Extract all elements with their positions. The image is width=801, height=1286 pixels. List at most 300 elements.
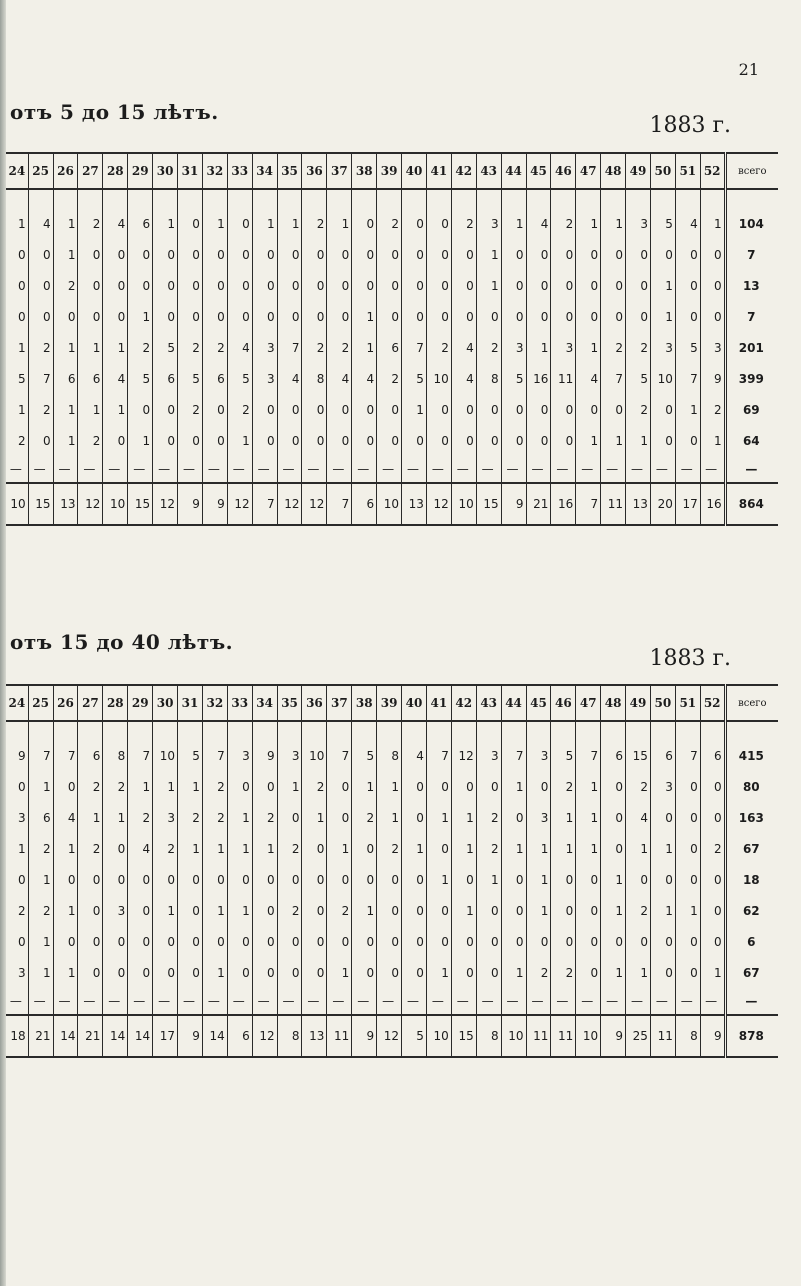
- table-cell: 0: [153, 301, 178, 332]
- column-header: 28: [103, 685, 128, 721]
- table-cell: 1: [626, 833, 651, 864]
- table-cell: 0: [650, 425, 675, 456]
- column-total-cell: 9: [178, 1015, 203, 1057]
- spacer-cell: [53, 189, 78, 208]
- column-header: 43: [476, 685, 501, 721]
- column-total-cell: 10: [6, 483, 28, 525]
- table-cell: 0: [426, 394, 451, 425]
- column-total-cell: 21: [78, 1015, 103, 1057]
- column-total-cell: 9: [700, 1015, 725, 1057]
- column-total-cell: 11: [650, 1015, 675, 1057]
- table-cell: 0: [103, 239, 128, 270]
- column-total-cell: 12: [227, 483, 252, 525]
- table-cell: 0: [526, 301, 551, 332]
- table-cell: 1: [302, 802, 327, 833]
- column-header: 32: [202, 685, 227, 721]
- table-cell: 1: [28, 771, 53, 802]
- column-total-cell: 18: [6, 1015, 28, 1057]
- dash-cell: —: [78, 456, 103, 483]
- table-cell: 3: [277, 740, 302, 771]
- spacer-cell: [327, 189, 352, 208]
- table-cell: 4: [526, 208, 551, 239]
- table-cell: 2: [78, 833, 103, 864]
- table-cell: 1: [501, 833, 526, 864]
- table-cell: 1: [202, 833, 227, 864]
- table-cell: 0: [252, 301, 277, 332]
- table-cell: 0: [426, 239, 451, 270]
- table-cell: 1: [601, 864, 626, 895]
- spacer-cell: [426, 189, 451, 208]
- table-cell: 0: [28, 270, 53, 301]
- table-cell: 0: [302, 239, 327, 270]
- table-cell: 0: [227, 270, 252, 301]
- dash-cell: —: [252, 456, 277, 483]
- table-cell: 0: [426, 771, 451, 802]
- table-cell: 0: [252, 425, 277, 456]
- table-cell: 1: [153, 771, 178, 802]
- table-cell: 0: [377, 895, 402, 926]
- grand-total-cell: 878: [725, 1015, 778, 1057]
- table-cell: 0: [601, 239, 626, 270]
- spacer-cell: [28, 189, 53, 208]
- table-cell: 1: [526, 864, 551, 895]
- table-cell: 1: [53, 833, 78, 864]
- table-cell: 1: [327, 957, 352, 988]
- dash-cell: —: [576, 988, 601, 1015]
- table-cell: 0: [128, 926, 153, 957]
- table-cell: 1: [601, 425, 626, 456]
- dash-cell: —: [327, 988, 352, 1015]
- dash-cell: —: [675, 456, 700, 483]
- table-cell: 0: [78, 895, 103, 926]
- column-total-cell: 9: [501, 483, 526, 525]
- spacer-cell: [128, 721, 153, 740]
- table-cell: 1: [202, 208, 227, 239]
- table-cell: 0: [501, 802, 526, 833]
- column-header: 49: [626, 685, 651, 721]
- spacer-cell: [501, 721, 526, 740]
- dash-cell: —: [601, 988, 626, 1015]
- spacer-cell: [103, 721, 128, 740]
- table-cell: 0: [227, 771, 252, 802]
- column-total-cell: 16: [700, 483, 725, 525]
- table-cell: 0: [576, 926, 601, 957]
- table-cell: 1: [128, 425, 153, 456]
- table-cell: 0: [551, 301, 576, 332]
- table-cell: 7: [327, 740, 352, 771]
- table-cell: 3: [227, 740, 252, 771]
- column-total-cell: 12: [377, 1015, 402, 1057]
- dash-cell: —: [501, 456, 526, 483]
- table-cell: 3: [650, 771, 675, 802]
- table-cell: 2: [153, 833, 178, 864]
- table-cell: 2: [626, 771, 651, 802]
- table-cell: 0: [675, 957, 700, 988]
- spacer-cell: [402, 189, 427, 208]
- table-cell: 7: [601, 363, 626, 394]
- table-cell: 0: [18, 872, 26, 887]
- table-cell: 0: [302, 833, 327, 864]
- column-header: 41: [426, 153, 451, 189]
- table-cell: 1: [377, 771, 402, 802]
- column-header: 37: [327, 153, 352, 189]
- table-cell: 0: [153, 239, 178, 270]
- table-cell: 0: [377, 301, 402, 332]
- column-header: 26: [53, 685, 78, 721]
- table-cell: 0: [551, 926, 576, 957]
- table-cell: 0: [202, 270, 227, 301]
- column-total-cell: 21: [28, 1015, 53, 1057]
- table-cell: 1: [352, 332, 377, 363]
- table-cell: 0: [675, 771, 700, 802]
- column-header: 43: [476, 153, 501, 189]
- table-cell: 1: [576, 771, 601, 802]
- table-cell: 1: [28, 864, 53, 895]
- column-total-cell: 11: [551, 1015, 576, 1057]
- column-total-cell: 7: [327, 483, 352, 525]
- spacer-cell: [6, 189, 28, 208]
- column-header: 32: [202, 153, 227, 189]
- table-cell: 0: [202, 425, 227, 456]
- row-total-cell: 13: [725, 270, 778, 301]
- table-cell: 0: [18, 278, 26, 293]
- table-cell: 2: [352, 802, 377, 833]
- table-cell: 0: [551, 864, 576, 895]
- dash-cell: —: [426, 456, 451, 483]
- spacer-cell: [650, 189, 675, 208]
- table-cell: 9: [18, 748, 26, 763]
- table-cell: 0: [352, 394, 377, 425]
- table-cell: 0: [277, 394, 302, 425]
- spacer-cell: [576, 189, 601, 208]
- table-cell: 2: [78, 425, 103, 456]
- table-cell: 0: [178, 301, 203, 332]
- row-total-cell: 399: [725, 363, 778, 394]
- table-cell: 1: [576, 802, 601, 833]
- table-cell: 1: [426, 957, 451, 988]
- dash-cell: —: [526, 988, 551, 1015]
- table-cell: 0: [451, 301, 476, 332]
- dash-cell: —: [551, 456, 576, 483]
- table-cell: 2: [626, 332, 651, 363]
- table-cell: 0: [277, 270, 302, 301]
- table-cell: 2: [302, 208, 327, 239]
- column-header: 41: [426, 685, 451, 721]
- table-cell: 1: [128, 301, 153, 332]
- table-cell: 4: [327, 363, 352, 394]
- table-cell: 0: [53, 926, 78, 957]
- table-cell: 0: [426, 208, 451, 239]
- grand-total-cell: 864: [725, 483, 778, 525]
- table-cell: 1: [103, 802, 128, 833]
- dash-cell: —: [78, 988, 103, 1015]
- table-cell: 3: [650, 332, 675, 363]
- table-cell: 0: [103, 270, 128, 301]
- table-cell: 0: [426, 895, 451, 926]
- table-cell: 0: [426, 833, 451, 864]
- table-cell: 4: [227, 332, 252, 363]
- table-cell: 1: [103, 332, 128, 363]
- table-cell: 0: [402, 239, 427, 270]
- table-cell: 8: [377, 740, 402, 771]
- table-row: [6, 332, 778, 363]
- spacer-cell: [302, 189, 327, 208]
- table-cell: 7: [128, 740, 153, 771]
- table-cell: 0: [451, 864, 476, 895]
- spacer-cell: [675, 721, 700, 740]
- table-cell: 2: [302, 771, 327, 802]
- row-total-cell: 64: [725, 425, 778, 456]
- table-cell: 7: [501, 740, 526, 771]
- page-number: 21: [738, 60, 759, 79]
- table-cell: 0: [526, 394, 551, 425]
- table-cell: 0: [377, 394, 402, 425]
- table-cell: 2: [700, 833, 725, 864]
- table-cell: 1: [53, 895, 78, 926]
- table-cell: 4: [451, 332, 476, 363]
- table-cell: 1: [53, 394, 78, 425]
- table-cell: 1: [277, 208, 302, 239]
- table-cell: 0: [78, 239, 103, 270]
- row-total-cell: 104: [725, 208, 778, 239]
- table-cell: 10: [153, 740, 178, 771]
- table-cell: 0: [426, 425, 451, 456]
- table-cell: 1: [18, 402, 26, 417]
- table-cell: 0: [551, 895, 576, 926]
- table-cell: 0: [78, 864, 103, 895]
- dash-cell: —: [576, 456, 601, 483]
- column-header: 52: [700, 685, 725, 721]
- column-total-cell: 17: [153, 1015, 178, 1057]
- table-cell: 0: [451, 957, 476, 988]
- table-cell: 0: [601, 802, 626, 833]
- table-cell: 0: [327, 301, 352, 332]
- table-cell: 0: [202, 239, 227, 270]
- table-cell: 1: [501, 957, 526, 988]
- table-cell: 8: [103, 740, 128, 771]
- dash-cell: —: [501, 988, 526, 1015]
- spacer-cell: [601, 189, 626, 208]
- table-cell: 3: [551, 332, 576, 363]
- dash-cell: —: [476, 988, 501, 1015]
- table-cell: 0: [476, 301, 501, 332]
- table-cell: 0: [576, 270, 601, 301]
- row-total-cell: 67: [725, 833, 778, 864]
- spacer-cell: [178, 189, 203, 208]
- table-cell: 0: [377, 239, 402, 270]
- table-cell: 0: [675, 926, 700, 957]
- table-cell: 0: [28, 301, 53, 332]
- table-cell: 11: [551, 363, 576, 394]
- table-cell: 9: [252, 740, 277, 771]
- table-cell: 0: [501, 394, 526, 425]
- table-cell: 1: [476, 239, 501, 270]
- table-cell: 0: [252, 270, 277, 301]
- row-total-cell: 18: [725, 864, 778, 895]
- table-cell: 0: [576, 895, 601, 926]
- table-cell: 0: [601, 926, 626, 957]
- table-cell: 0: [227, 239, 252, 270]
- dash-cell: —: [352, 988, 377, 1015]
- spacer-cell: [551, 189, 576, 208]
- dash-cell: —: [252, 988, 277, 1015]
- table-cell: 7: [202, 740, 227, 771]
- column-header: 50: [650, 153, 675, 189]
- table-cell: 15: [626, 740, 651, 771]
- table-cell: 0: [18, 309, 26, 324]
- table-cell: 0: [302, 301, 327, 332]
- spacer-cell: [202, 721, 227, 740]
- table-cell: 0: [402, 926, 427, 957]
- spacer-cell: [252, 189, 277, 208]
- spacer-cell: [526, 189, 551, 208]
- column-header: 42: [451, 153, 476, 189]
- table-cell: 0: [576, 239, 601, 270]
- column-header: 27: [78, 685, 103, 721]
- spacer-cell: [78, 189, 103, 208]
- dash-cell: —: [9, 994, 22, 1008]
- dash-cell: —: [650, 456, 675, 483]
- table-cell: 0: [675, 833, 700, 864]
- table-cell: 1: [53, 332, 78, 363]
- table-row: [6, 957, 778, 988]
- table-cell: 0: [153, 394, 178, 425]
- table-cell: 0: [675, 864, 700, 895]
- table-cell: 2: [476, 833, 501, 864]
- column-header: 35: [277, 153, 302, 189]
- table-cell: 0: [53, 771, 78, 802]
- table-cell: 0: [700, 771, 725, 802]
- section-1-year: 1883 г.: [649, 113, 731, 138]
- dash-cell: —: [352, 456, 377, 483]
- column-header: всего: [725, 685, 778, 721]
- table-cell: 1: [178, 771, 203, 802]
- table-cell: 0: [700, 926, 725, 957]
- table-cell: 3: [252, 363, 277, 394]
- table-cell: 1: [402, 394, 427, 425]
- table-cell: 0: [476, 771, 501, 802]
- table-cell: 0: [402, 895, 427, 926]
- dash-cell: —: [626, 988, 651, 1015]
- table-cell: 0: [202, 926, 227, 957]
- table-cell: 0: [302, 270, 327, 301]
- table-cell: 0: [551, 270, 576, 301]
- table-cell: 2: [78, 771, 103, 802]
- table-cell: 1: [18, 340, 26, 355]
- table-cell: 1: [526, 833, 551, 864]
- table-cell: 1: [451, 802, 476, 833]
- totals-row: [6, 483, 778, 525]
- table-cell: 4: [53, 802, 78, 833]
- table-cell: 0: [202, 864, 227, 895]
- column-header: 40: [402, 685, 427, 721]
- table-cell: 3: [501, 332, 526, 363]
- dash-cell: —: [327, 456, 352, 483]
- column-total-cell: 10: [377, 483, 402, 525]
- table-cell: 2: [551, 771, 576, 802]
- table-cell: 0: [252, 771, 277, 802]
- dash-cell: —: [377, 456, 402, 483]
- table-cell: 1: [252, 833, 277, 864]
- table-cell: 1: [78, 394, 103, 425]
- dash-cell: —: [202, 988, 227, 1015]
- table-cell: 0: [451, 771, 476, 802]
- table-cell: 0: [352, 864, 377, 895]
- column-header: 25: [28, 685, 53, 721]
- table-cell: 0: [227, 864, 252, 895]
- table-cell: 0: [153, 864, 178, 895]
- table-cell: 0: [18, 779, 26, 794]
- spacer-cell: [576, 721, 601, 740]
- table-cell: 0: [700, 239, 725, 270]
- table-cell: 0: [551, 239, 576, 270]
- table-cell: 2: [18, 903, 26, 918]
- table-cell: 0: [576, 957, 601, 988]
- table-cell: 1: [377, 802, 402, 833]
- table-cell: 0: [451, 270, 476, 301]
- dash-cell: —: [700, 988, 725, 1015]
- column-total-cell: 12: [302, 483, 327, 525]
- table-cell: 2: [128, 802, 153, 833]
- table-cell: 1: [426, 802, 451, 833]
- dash-cell: —: [227, 456, 252, 483]
- table-cell: 0: [626, 301, 651, 332]
- column-total-cell: 12: [153, 483, 178, 525]
- table-cell: 5: [178, 363, 203, 394]
- table-cell: 0: [53, 864, 78, 895]
- table-cell: 2: [103, 771, 128, 802]
- table-cell: 0: [327, 771, 352, 802]
- table-cell: 0: [501, 425, 526, 456]
- table-cell: 1: [128, 771, 153, 802]
- table-cell: 4: [103, 363, 128, 394]
- column-total-cell: 10: [501, 1015, 526, 1057]
- table-cell: 1: [227, 802, 252, 833]
- table-cell: 1: [501, 771, 526, 802]
- dash-cell: —: [103, 988, 128, 1015]
- spacer-cell: [700, 189, 725, 208]
- table-cell: 0: [700, 270, 725, 301]
- table-cell: 0: [128, 270, 153, 301]
- table-row: [6, 895, 778, 926]
- table-cell: 1: [53, 957, 78, 988]
- table-cell: 0: [526, 239, 551, 270]
- dash-cell: —: [227, 988, 252, 1015]
- table-cell: 6: [377, 332, 402, 363]
- table-cell: 2: [551, 957, 576, 988]
- table-cell: 1: [526, 332, 551, 363]
- table-cell: 0: [78, 270, 103, 301]
- table-cell: 0: [202, 301, 227, 332]
- table-cell: 0: [153, 926, 178, 957]
- dash-cell: —: [9, 462, 22, 476]
- spacer-cell: [601, 721, 626, 740]
- table-cell: 1: [650, 301, 675, 332]
- row-total-cell: 62: [725, 895, 778, 926]
- table-cell: 0: [476, 957, 501, 988]
- table-cell: 0: [153, 425, 178, 456]
- column-total-cell: 10: [426, 1015, 451, 1057]
- table-row: [6, 864, 778, 895]
- table-cell: 0: [277, 425, 302, 456]
- column-total-cell: 10: [103, 483, 128, 525]
- table-cell: 0: [526, 771, 551, 802]
- table-cell: 0: [327, 926, 352, 957]
- table-cell: 1: [576, 425, 601, 456]
- table-cell: 1: [103, 394, 128, 425]
- column-total-cell: 7: [252, 483, 277, 525]
- table-cell: 0: [526, 926, 551, 957]
